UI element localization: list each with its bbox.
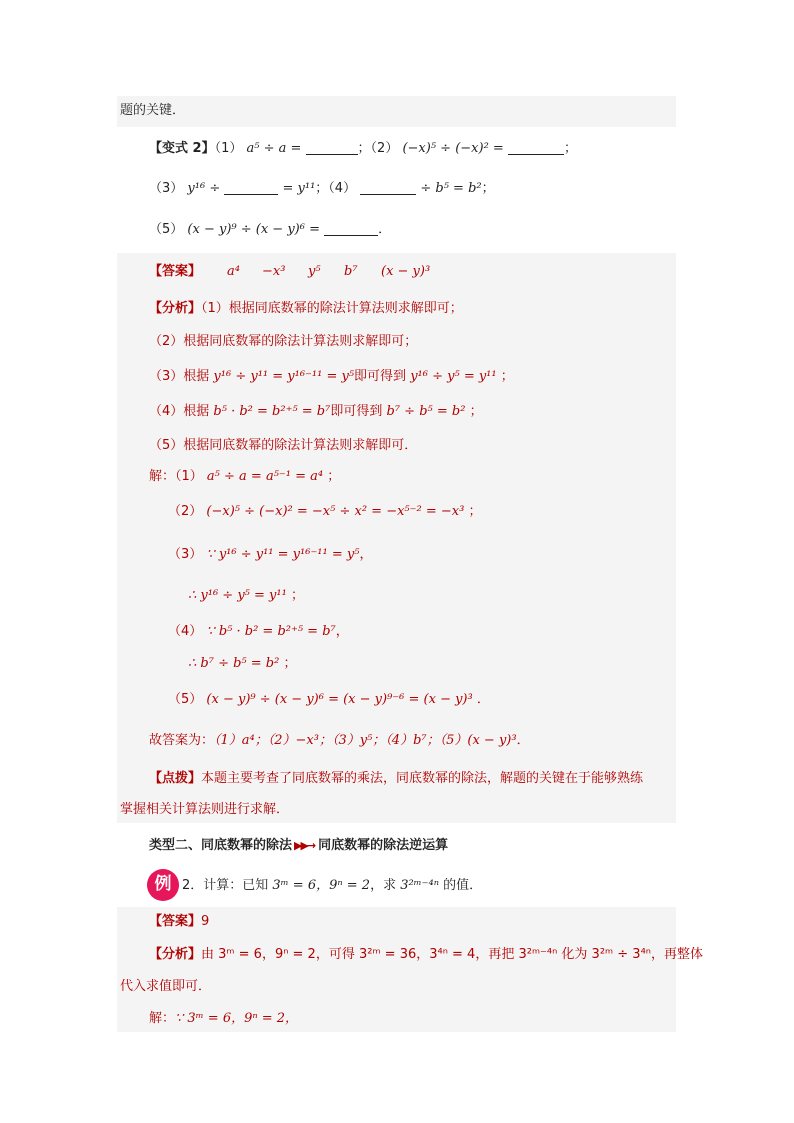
q4-blank[interactable] <box>360 182 416 195</box>
example-math2: 3²ᵐ⁻⁴ⁿ <box>400 878 440 893</box>
example-question <box>182 876 482 896</box>
example-solution-line <box>149 1009 298 1029</box>
solution-3b-math: ∴ y¹⁶ ÷ y⁵ = y¹¹ <box>188 588 287 603</box>
analysis-3-end: ； <box>500 369 514 384</box>
analysis-4-end: ； <box>469 404 483 419</box>
q5-math: (x − y)⁹ ÷ (x − y)⁶ = <box>187 222 320 237</box>
solution-1-prefix: 解：（1） <box>149 469 203 484</box>
solution-4b-math: ∴ b⁷ ÷ b⁵ = b² <box>188 656 280 671</box>
tip-tag: 【点拨】 <box>149 771 202 786</box>
analysis-4-math2: b⁷ ÷ b⁵ = b² <box>386 404 466 419</box>
q4-label: ；（4） <box>315 181 357 196</box>
example-mid: ，求 <box>370 878 397 893</box>
analysis-line-5: （5）根据同底数幂的除法计算法则求解即可． <box>149 438 418 453</box>
answer-1: a⁴ <box>227 264 240 279</box>
q4-semicolon: ； <box>481 181 495 196</box>
q5-period: ． <box>378 222 392 237</box>
solution-4b-end: ； <box>283 656 297 671</box>
solution-5-end: ． <box>476 692 490 707</box>
solution-line-3b <box>188 586 304 606</box>
q1-blank[interactable] <box>306 142 358 155</box>
solution-1-math: a⁵ ÷ a = a⁵⁻¹ = a⁴ <box>206 469 324 484</box>
example-analysis-line-2: 代入求值即可． <box>120 979 212 994</box>
tip-text-1: 本题主要考查了同底数幂的乘法，同底数幂的除法，解题的关键在于能够熟练 <box>201 771 644 786</box>
analysis-3-math2: y¹⁶ ÷ y⁵ = y¹¹ <box>410 369 497 384</box>
solution-2-label: （2） <box>168 504 203 519</box>
solution-3-end: ， <box>359 547 373 562</box>
q5-blank[interactable] <box>324 223 378 236</box>
example-solution-math: ∵ 3ᵐ = 6，9ⁿ = 2， <box>175 1011 299 1026</box>
example-analysis-tag: 【分析】 <box>149 947 202 962</box>
final-prefix: 故答案为： <box>149 733 215 748</box>
q3-math-b: = y¹¹ <box>282 181 316 196</box>
final-2: ；（2）−x³ <box>254 733 319 748</box>
analysis-3-prefix: （3）根据 <box>149 369 210 384</box>
example-answer-value: 9 <box>201 914 210 929</box>
analysis-4-prefix: （4）根据 <box>149 404 210 419</box>
tip-line-1 <box>149 769 643 789</box>
solution-5-math: (x − y)⁹ ÷ (x − y)⁶ = (x − y)⁹⁻⁶ = (x − y)³ <box>206 692 473 707</box>
section-arrow-icon: ▶▶→ <box>294 839 315 852</box>
example-math: 3ᵐ = 6，9ⁿ = 2 <box>272 878 371 893</box>
solution-5-label: （5） <box>168 692 203 707</box>
q3-blank[interactable] <box>224 182 278 195</box>
answer-2: −x³ <box>262 264 286 279</box>
example-analysis-line-1 <box>149 945 703 965</box>
final-1: （1）a⁴ <box>214 733 255 748</box>
analysis-3-math1: y¹⁶ ÷ y¹¹ = y¹⁶⁻¹¹ = y⁵ <box>213 369 355 384</box>
solution-2-math: (−x)⁵ ÷ (−x)² = −x⁵ ÷ x² = −x⁵⁻² = −x³ <box>206 504 465 519</box>
q1-math: a⁵ ÷ a = <box>246 141 302 156</box>
answer-5: (x − y)³ <box>381 264 431 279</box>
solution-line-4b <box>188 654 296 674</box>
q4-math: ÷ b⁵ = b² <box>420 181 482 196</box>
q2-semicolon: ； <box>563 141 577 156</box>
solution-3b-end: ； <box>290 588 304 603</box>
analysis-3-mid: 即可得到 <box>354 369 407 384</box>
solution-4-math: ∵ b⁵ · b² = b²⁺⁵ = b⁷ <box>206 624 336 639</box>
solution-line-5 <box>168 690 490 710</box>
analysis-line-4 <box>149 402 483 422</box>
analysis-line-3 <box>149 367 514 387</box>
answer-4: b⁷ <box>344 264 358 279</box>
answer-3: y⁵ <box>308 264 321 279</box>
analysis-tag: 【分析】 <box>149 301 202 316</box>
analysis-text-1: （1）根据同底数幂的除法计算法则求解即可； <box>201 301 463 316</box>
example-solution-prefix: 解： <box>149 1011 176 1026</box>
q3-math-a: y¹⁶ ÷ <box>187 181 221 196</box>
final-end: ． <box>516 733 530 748</box>
analysis-4-math1: b⁵ · b² = b²⁺⁵ = b⁷ <box>213 404 331 419</box>
solution-3-label: （3） <box>168 547 203 562</box>
answer-row <box>149 262 449 282</box>
section-subtitle: 同底数幂的除法逆运算 <box>318 838 449 853</box>
solution-line-2 <box>168 502 481 522</box>
q2-label: ；（2） <box>357 141 399 156</box>
q2-blank[interactable] <box>508 142 564 155</box>
variant-line-1 <box>149 139 577 159</box>
solution-line-1 <box>149 467 340 487</box>
q3-label: （3） <box>149 181 184 196</box>
q5-label: （5） <box>149 222 184 237</box>
variant-line-3 <box>149 220 391 240</box>
final-answer-line <box>149 731 530 751</box>
solution-4-end: ， <box>335 624 349 639</box>
variant-tag: 【变式 2】 <box>149 141 215 156</box>
shade-band-top <box>117 96 676 127</box>
solution-1-end: ； <box>327 469 341 484</box>
analysis-4-mid: 即可得到 <box>330 404 383 419</box>
example-analysis-text-1: 由 3ᵐ = 6，9ⁿ = 2，可得 3²ᵐ = 36，3⁴ⁿ = 4，再把 3²ᵐ⁻⁴ⁿ 化为 3²ᵐ ÷ 3⁴ⁿ，再整体 <box>201 947 703 962</box>
section-heading <box>149 836 448 856</box>
final-3: ；（3）y⁵ <box>318 733 373 748</box>
solution-line-4 <box>168 622 349 642</box>
example-answer-line <box>149 912 209 932</box>
example-end: 的值． <box>443 878 483 893</box>
continuation-text: 题的关键． <box>120 103 186 118</box>
variant-line-2 <box>149 179 495 199</box>
answer-tag: 【答案】 <box>149 264 202 279</box>
solution-4-label: （4） <box>168 624 203 639</box>
solution-2-end: ； <box>468 504 482 519</box>
example-badge-icon: 例 <box>147 869 179 901</box>
q2-math: (−x)⁵ ÷ (−x)² = <box>402 141 504 156</box>
analysis-line-2: （2）根据同底数幂的除法计算法则求解即可； <box>149 334 418 349</box>
tip-line-2: 掌握相关计算法则进行求解． <box>120 802 290 817</box>
solution-3-math: ∵ y¹⁶ ÷ y¹¹ = y¹⁶⁻¹¹ = y⁵ <box>206 547 360 562</box>
section-type-label: 类型二、同底数幂的除法 <box>149 838 293 853</box>
analysis-line-1 <box>149 299 463 319</box>
solution-line-3 <box>168 545 372 565</box>
q1-label: （1） <box>214 141 243 156</box>
example-prefix: 2．计算：已知 <box>182 878 269 893</box>
example-answer-tag: 【答案】 <box>149 914 202 929</box>
final-5: ；（5）(x − y)³ <box>426 733 517 748</box>
final-4: ；（4）b⁷ <box>372 733 427 748</box>
